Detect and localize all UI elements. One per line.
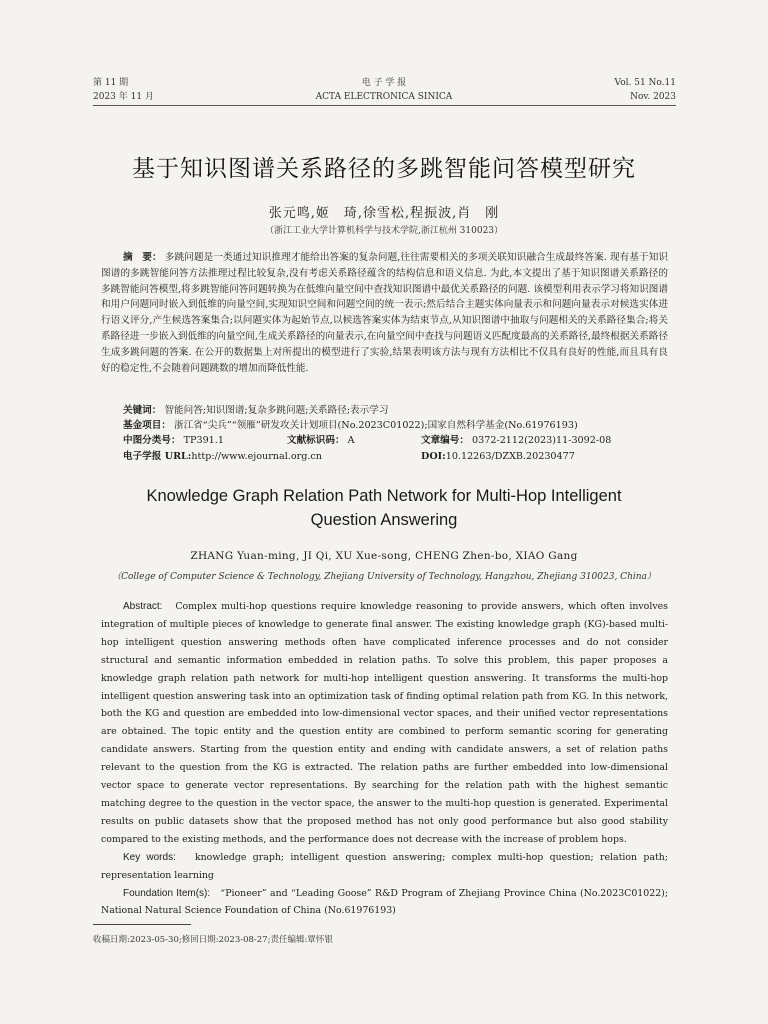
doi-label: DOI: <box>421 451 446 462</box>
authors-english: ZHANG Yuan-ming, JI Qi, XU Xue-song, CHENG Zhen-bo, XIAO Gang <box>190 550 578 562</box>
clc-label: 中图分类号： <box>123 435 181 446</box>
title-chinese: 基于知识图谱关系路径的多跳智能问答模型研究 <box>132 156 636 182</box>
url-label: 电子学报 URL: <box>123 451 192 462</box>
volume-number: Vol. 51 No.11 <box>614 78 676 88</box>
fund-english <box>101 885 668 921</box>
keywords-text-en: knowledge graph; intelligent question answering; complex multi-hop question; relation path; representation learning <box>101 851 668 881</box>
clc-field <box>123 434 224 448</box>
abstract-text-cn: 多跳问题是一类通过知识推理才能给出答案的复杂问题,往往需要相关的多项关联知识融合生成最终答案. 现有基于知识图谱的多跳智能问答方法推理过程比较复杂,没有考虑关系路径蕴含的结构信息和语义信息. 为此,本文提出了基于知识图谱关系路径的多跳智能问答模型,将多跳智能问答问题转换为在低维向量空间中查找知识图谱中最优关系路径的问题. 该模型利用表示学习将知识图谱和用户问题同时嵌入到低维的向量空间,实现知识空间和问题空间的统一表示;然后结合主题实体向量表示和问题向量表示对候选实体进行语义评分,产生候选答案集合;以问题实体为起始节点,以候选答案实体为结束节点,从知识图谱中抽取与问题相关的关系路径集合;将关系路径进一步嵌入到低维的向量空间,生成关系路径的向量表示,在向量空间中查找与问题语义匹配度最高的关系路径,最终根据关系路径生成多跳问题的答案. 在公开的数据集上对所提出的模型进行了实验,结果表明该方法与现有方法相比不仅具有良好的性能,而且具有良好的稳定性,不会随着问题跳数的增加而降低性能. <box>101 252 668 374</box>
fund-label-en: Foundation Item(s): <box>123 887 211 899</box>
fund-label-cn: 基金项目： <box>123 420 171 431</box>
keywords-label-en: Key words: <box>123 851 176 863</box>
footnote: 收稿日期:2023-05-30;修回日期:2023-08-27;责任编辑:覃怀银 <box>93 935 333 945</box>
keywords-label-cn: 关键词： <box>123 405 162 416</box>
abstract-english <box>101 598 668 920</box>
article-number-field <box>421 434 611 448</box>
clc-value: TP391.1 <box>183 435 224 446</box>
publication-date: Nov. 2023 <box>630 92 676 102</box>
doc-code-field <box>287 434 355 448</box>
affiliation-english: （College of Computer Science & Technology, Zhejiang University of Technology, Hangzhou, Zhejiang 310023, China） <box>112 572 656 582</box>
fund-text-en: “Pioneer” and “Leading Goose” R&D Program of Zhejiang Province China (No.2023C01022); National Natural Science Foundation of China (No.61976193) <box>101 887 668 917</box>
keywords-english <box>101 849 668 885</box>
affiliation-chinese: （浙江工业大学计算机科学与技术学院,浙江杭州 310023） <box>264 226 504 236</box>
keywords-chinese <box>101 404 668 418</box>
title-english-text: Knowledge Graph Relation Path Network for Multi-Hop Intelligent Question Answering <box>146 487 622 529</box>
doc-code-label: 文献标识码： <box>287 435 345 446</box>
doi-link[interactable]: 10.12263/DZXB.20230477 <box>445 451 575 462</box>
doc-code-value: A <box>347 435 355 446</box>
header-rule <box>93 105 676 106</box>
authors-chinese: 张元鸣,姬 琦,徐雪松,程振波,肖 刚 <box>268 206 500 221</box>
fund-text-cn: 浙江省“尖兵”“领雁”研发攻关计划项目(No.2023C01022);国家自然科学基金(No.61976193) <box>174 420 578 431</box>
url-link[interactable]: http://www.ejournal.org.cn <box>191 451 322 462</box>
fund-chinese <box>101 419 668 433</box>
journal-name-cn: 电 子 学 报 <box>361 78 407 88</box>
article-number-label: 文章编号： <box>421 435 469 446</box>
issue-number: 第 11 期 <box>93 78 129 88</box>
abstract-label-cn: 摘 要： <box>123 252 162 263</box>
article-number-value: 0372-2112(2023)11-3092-08 <box>472 435 612 446</box>
abstract-chinese <box>101 250 668 376</box>
footnote-rule <box>93 924 191 925</box>
keywords-text-cn: 智能问答;知识图谱;复杂多跳问题;关系路径;表示学习 <box>164 405 389 416</box>
issue-date: 2023 年 11 月 <box>93 92 154 102</box>
header-right <box>615 76 676 104</box>
url-field <box>123 450 322 464</box>
title-english <box>0 484 768 532</box>
doi-field <box>421 450 575 464</box>
journal-name-en: ACTA ELECTRONICA SINICA <box>315 92 453 102</box>
abstract-label-en: Abstract: <box>123 601 163 612</box>
abstract-text-en: Complex multi-hop questions require knowledge reasoning to provide answers, which often involves integration of multiple pieces of knowledge to generate final answer. The existing knowledge graph (KG)-based multi-hop intelligent question answering methods often have complicated inference processes and do not consider structural and semantic information embedded in relation paths. To solve this problem, this paper proposes a knowledge graph relation path network for multi-hop intelligent question answering. It transforms the multi-hop intelligent question answering task into an optimization task of finding optimal relation path from KG. In this network, both the KG and question are embedded into low-dimensional vector spaces, and their unified vector representations are obtained. The topic entity and the question entity are combined to perform semantic scoring for generating candidate answers. Starting from the question entity and ending with candidate answers, a set of relation paths relevant to the question from the KG is extracted. The relation paths are further embedded into low-dimensional vector space to generate vector representations. By searching for the relation path with the highest semantic matching degree to the question in the vector space, the answer to the multi-hop question is generated. Experimental results on public datasets show that the proposed method has not only good performance but also good stability compared to the existing methods, and the performance does not decrease with the increase of problem hops. <box>101 601 668 845</box>
